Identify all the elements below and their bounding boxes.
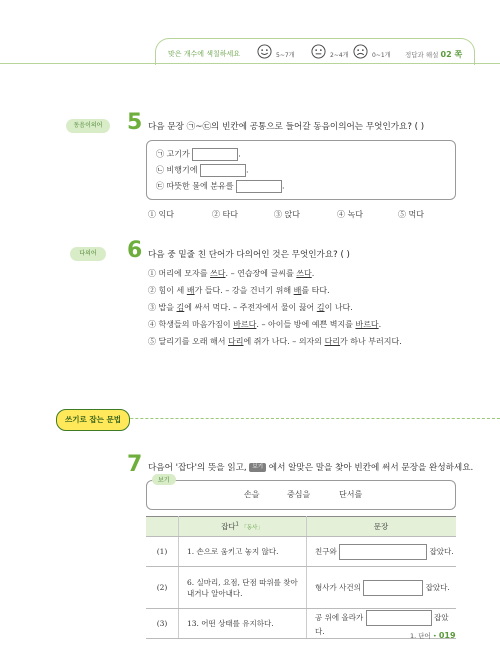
- q6-option-3-post: 이 나다.: [324, 303, 353, 312]
- q7-prompt: [148, 461, 473, 473]
- q5-blank-2[interactable]: [200, 164, 246, 177]
- q7-th-sup: 1: [235, 521, 239, 528]
- q7-th-word: 잡다: [221, 522, 236, 531]
- q6-option-5-word-a: 다리: [228, 337, 244, 346]
- bogi-word-3: 단서를: [339, 490, 363, 499]
- q6-option-5-pre: 달리기를 오래 해서: [158, 337, 228, 346]
- answer-label: 정답과 해설: [405, 51, 439, 59]
- q7-row-3-no: (3): [146, 609, 179, 639]
- section-badge: 쓰기로 잡는 문법: [56, 409, 130, 431]
- q7-prompt-b: 에서 알맞은 말을 찾아 빈칸에 써서 문장을 완성하세요.: [266, 463, 474, 473]
- q5-category-tag: 동음이의어: [66, 119, 110, 133]
- q6-option-4-mid: . – 아이들 방에 예쁜 벽지를: [256, 320, 356, 329]
- q7-row-2-sentence: [307, 567, 457, 609]
- q5-sentence-1: ㉠ 고기가 .: [156, 148, 241, 161]
- q6-option-5[interactable]: [148, 336, 402, 347]
- q6-option-3-word-a: 김: [176, 303, 185, 312]
- q6-option-2-num: ②: [148, 286, 156, 295]
- q5-sentence-3: ㉢ 따뜻한 물에 분유를 .: [156, 180, 285, 193]
- q6-option-3-pre: 밥을: [158, 303, 177, 312]
- q6-option-1-pre: 머리에 모자를: [158, 269, 211, 278]
- q7-row-2-post: 잡았다.: [425, 582, 450, 592]
- q7-row-3-blank[interactable]: [366, 610, 432, 626]
- q7-row-2-pre: 형사가 사건의: [315, 582, 361, 592]
- q5-mark-2: ㉡: [156, 165, 164, 175]
- q6-option-4-pre: 학생들의 마음가짐이: [158, 320, 234, 329]
- q5-option-2[interactable]: ② 타다: [212, 210, 238, 219]
- bogi-word-1: 손을: [244, 490, 260, 499]
- q6-category-tag: 다의어: [70, 247, 106, 261]
- q7-row-3-meaning: 13. 어떤 상태를 유지하다.: [179, 609, 307, 639]
- smile-face-icon[interactable]: [257, 44, 272, 59]
- answer-page: 02 쪽: [440, 50, 463, 59]
- footer-bullet: •: [432, 632, 437, 640]
- bogi-label: 보기: [152, 474, 176, 485]
- score-instruction: 맞은 개수에 색칠하세요: [168, 50, 241, 58]
- q6-option-5-mid: 에 쥐가 나다. – 의자의: [243, 337, 325, 346]
- q5-text-1: 고기가: [166, 149, 190, 159]
- q6-option-2-word-a: 배: [186, 286, 195, 295]
- q7-row-2-no: (2): [146, 567, 179, 609]
- q5-mark-3: ㉢: [156, 181, 164, 191]
- q7-table-header: [146, 517, 456, 537]
- q7-row-2-meaning: 6. 실마리, 요점, 단점 따위를 찾아내거나 알아내다.: [179, 567, 307, 609]
- q7-row-1-post: 잡았다.: [429, 546, 454, 556]
- q6-option-2-post: 를 타다.: [301, 286, 330, 295]
- q7-number: 7: [127, 452, 143, 477]
- q6-option-2-mid: 가 들다. – 강을 건너기 위해: [194, 286, 294, 295]
- q6-option-5-post: 가 하나 부러지다.: [340, 337, 402, 346]
- q7-row-2-blank[interactable]: [363, 580, 423, 596]
- q6-option-1[interactable]: [148, 268, 314, 279]
- q7-th-pos: 「동사」: [241, 525, 263, 531]
- q6-option-1-word-a: 쓰다: [210, 269, 226, 278]
- q7-row-1-blank[interactable]: [339, 544, 427, 560]
- q6-prompt: 다음 중 밑줄 친 단어가 다의어인 것은 무엇인가요? ( ): [148, 250, 350, 260]
- q5-option-5[interactable]: ⑤ 먹다: [398, 210, 424, 219]
- score-level-high: 5~7개: [276, 52, 295, 59]
- q5-blank-1[interactable]: [192, 148, 238, 161]
- q5-prompt: 다음 문장 ㉠~㉢의 빈칸에 공통으로 들어갈 동음이의어는 무엇인가요? ( ): [148, 122, 425, 132]
- q6-option-1-num: ①: [148, 269, 156, 278]
- q6-option-3[interactable]: [148, 302, 353, 313]
- q7-th-meaning: [179, 517, 307, 537]
- q7-table: [146, 516, 456, 639]
- table-row: [146, 537, 456, 567]
- q6-option-2[interactable]: [148, 285, 330, 296]
- q6-option-3-num: ③: [148, 303, 156, 312]
- bogi-word-2: 중심을: [287, 490, 311, 499]
- q7-th-sentence: 문장: [307, 517, 457, 537]
- q7-th-no: [146, 517, 179, 537]
- q7-prompt-a: 다음어 '잡다'의 뜻을 읽고,: [148, 463, 250, 473]
- page-number: 019: [438, 631, 456, 640]
- q5-option-4[interactable]: ④ 녹다: [337, 210, 363, 219]
- score-level-mid: 2~4개: [330, 52, 349, 59]
- q7-row-1-sentence: [307, 537, 457, 567]
- q6-option-1-word-b: 쓰다: [296, 269, 312, 278]
- q6-number: 6: [127, 238, 143, 263]
- q5-option-1[interactable]: ① 익다: [148, 210, 174, 219]
- page-header: [0, 0, 500, 72]
- q7-bogi-inline-badge: 보기: [249, 463, 266, 472]
- q5-text-3: 따뜻한 물에 분유를: [166, 181, 234, 191]
- q7-row-1-pre: 친구와: [315, 546, 337, 556]
- q5-blank-3[interactable]: [236, 180, 282, 193]
- q7-row-1-no: (1): [146, 537, 179, 567]
- table-row: [146, 567, 456, 609]
- q7-row-3-pre: 공 위에 올라가: [315, 613, 364, 622]
- sad-face-icon[interactable]: [353, 44, 368, 59]
- neutral-face-icon[interactable]: [311, 44, 326, 59]
- q6-option-1-post: .: [311, 269, 315, 278]
- q6-option-4-post: .: [378, 320, 382, 329]
- q6-option-4[interactable]: [148, 319, 381, 330]
- q6-option-2-word-b: 배: [293, 286, 302, 295]
- q7-row-1-meaning: 1. 손으로 움키고 놓지 않다.: [179, 537, 307, 567]
- q6-option-5-num: ⑤: [148, 337, 156, 346]
- q6-option-4-num: ④: [148, 320, 156, 329]
- footer-chapter: 1. 단어: [410, 632, 431, 640]
- q5-sentence-2: ㉡ 비행기에 .: [156, 164, 249, 177]
- q6-option-3-word-b: 김: [316, 303, 325, 312]
- q5-number: 5: [127, 110, 143, 135]
- page-footer: [410, 631, 456, 640]
- q6-option-4-word-b: 바르다: [355, 320, 379, 329]
- answer-reference: [405, 49, 462, 60]
- q6-option-3-mid: 에 싸서 먹다. – 주전자에서 물이 끓어: [184, 303, 317, 312]
- q6-option-1-mid: . – 연습장에 글씨를: [225, 269, 297, 278]
- q6-option-5-word-b: 다리: [324, 337, 341, 346]
- score-level-low: 0~1개: [372, 52, 391, 59]
- q5-text-2: 비행기에: [166, 165, 198, 175]
- q6-option-2-pre: 힘이 세: [158, 286, 187, 295]
- q5-mark-1: ㉠: [156, 149, 164, 159]
- header-rule: [0, 63, 500, 64]
- q6-option-4-word-a: 바르다: [233, 320, 257, 329]
- q7-row-3-post: 잡았다.: [315, 613, 449, 636]
- q5-option-3[interactable]: ③ 앉다: [274, 210, 300, 219]
